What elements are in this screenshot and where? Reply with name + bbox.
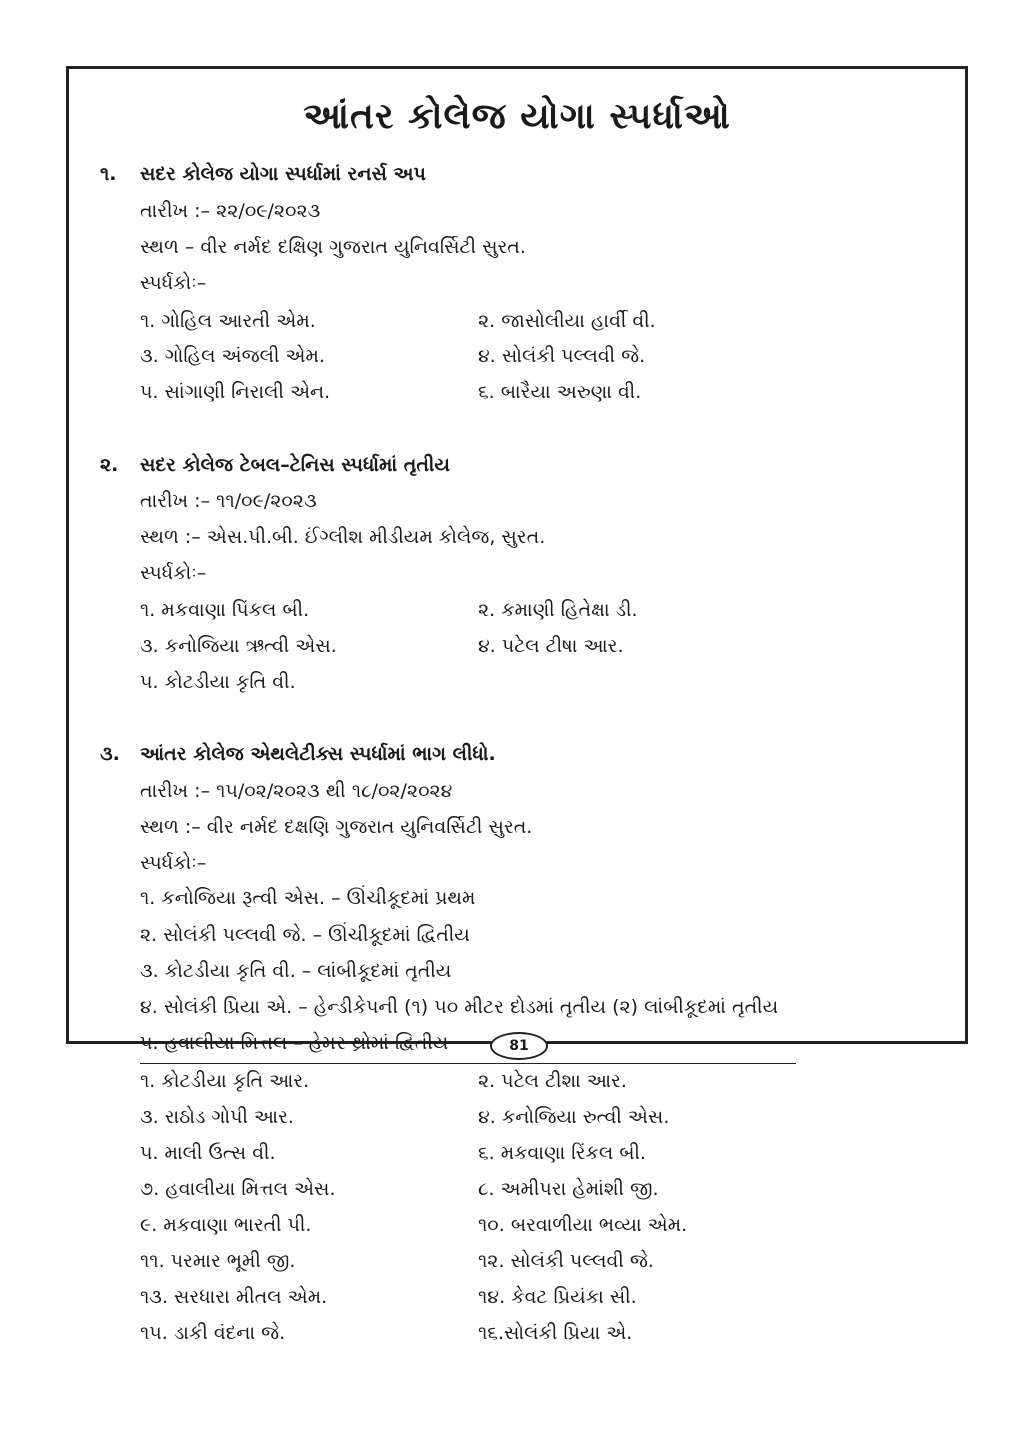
section-title: આંતર કોલેજ એથલેટીક્સ સ્પર્ધામાં ભાગ લીધો. (140, 743, 496, 765)
list-item: ૬. મકવાણા રિંકલ બી. (478, 1142, 646, 1164)
list-item: ૧૬.સોલંકી પ્રિયા એ. (478, 1322, 633, 1344)
list-item: ૫. સાંગાણી નિરાલી એન. (140, 381, 331, 403)
list-item: ૧. મકવાણા પિંકલ બી. (140, 599, 310, 621)
section-number: ૧. (100, 163, 117, 185)
list-item: ૩. ગોહિલ અંજલી એમ. (140, 345, 325, 367)
list-item: ૨. કમાણી હિતેક્ષા ડી. (478, 599, 638, 621)
section-3-place: સ્થળ :– વીર નર્મદ દક્ષણિ ગુજરાત યુનિવર્સિટી સુરત. (140, 816, 533, 838)
list-item: ૫. કોટડીયા કૃતિ વી. (140, 671, 296, 693)
section-1-participants-label: સ્પર્ધકોઃ– (140, 272, 207, 294)
list-item: ૬. બારૈયા અરુણા વી. (478, 381, 642, 403)
list-item: ૧૧. પરમાર ભૂમી જી. (140, 1250, 296, 1272)
section-number: ૩. (100, 743, 120, 765)
list-item: ૪. કનોજિયા રુત્વી એસ. (478, 1106, 670, 1128)
section-3-heading (100, 742, 496, 766)
list-item: ૫. માલી ઉત્સ વી. (140, 1142, 276, 1164)
section-title: સદર કોલેજ યોગા સ્પર્ધામાં રનર્સ અપ (140, 163, 426, 185)
result-item: ૩. કોટડીયા કૃતિ વી. – લાંબીકૂદમાં તૃતીય (140, 960, 452, 982)
list-item: ૧૪. કેવટ પ્રિયંકા સી. (478, 1286, 637, 1308)
list-item: ૧૩. સરધારા મીતલ એમ. (140, 1286, 328, 1308)
list-item: ૩. રાઠોડ ગોપી આર. (140, 1106, 294, 1128)
list-item: ૯. મકવાણા ભારતી પી. (140, 1214, 312, 1236)
section-number: ૨. (100, 454, 119, 476)
section-title: સદર કોલેજ ટેબલ–ટેનિસ સ્પર્ધામાં તૃતીય (140, 454, 450, 476)
list-item: ૩. કનોજિયા ઋત્વી એસ. (140, 635, 337, 657)
divider (140, 1063, 796, 1064)
section-1-date: તારીખ :– ૨૨/૦૯/૨૦૨૩ (140, 200, 321, 222)
section-2-participants-label: સ્પર્ધકોઃ– (140, 562, 207, 584)
page-number: 81 (490, 1032, 548, 1060)
list-item: ૭. હવાલીયા મિત્તલ એસ. (140, 1178, 336, 1200)
page-title: આંતર કોલેજ યોગા સ્પર્ધાઓ (303, 96, 731, 137)
section-3-participants-label: સ્પર્ધકોઃ– (140, 852, 207, 874)
result-item: ૫. હવાલીયા મિત્તલ – હેમર થ્રોમાં દ્વિતીય (140, 1032, 449, 1054)
result-item: ૧. કનોજિયા રૂત્વી એસ. – ઊંચીકૂદમાં પ્રથમ (140, 887, 476, 909)
section-2-date: તારીખ :– ૧૧/૦૯/૨૦૨૩ (140, 490, 317, 512)
section-1-heading (100, 162, 426, 186)
list-item: ૨. પટેલ ટીશા આર. (478, 1070, 627, 1092)
list-item: ૧૦. બરવાળીયા ભવ્યા એમ. (478, 1214, 688, 1236)
list-item: ૪. સોલંકી પલ્લવી જે. (478, 345, 646, 367)
section-2-heading (100, 453, 450, 477)
result-item: ૨. સોલંકી પલ્લવી જે. – ઊંચીકૂદમાં દ્વિતીય (140, 924, 470, 946)
section-1-place: સ્થળ – વીર નર્મદ દક્ષિણ ગુજરાત યુનિવર્સિટી સુરત. (140, 236, 526, 258)
list-item: ૧૨. સોલંકી પલ્લવી જે. (478, 1250, 654, 1272)
list-item: ૧. કોટડીયા કૃતિ આર. (140, 1070, 310, 1092)
result-item: ૪. સોલંકી પ્રિયા એ. – હેન્ડીકેપની (૧) ૫૦ મીટર દોડમાં તૃતીય (૨) લાંબીકૂદમાં તૃતીય (140, 996, 779, 1018)
section-3-date: તારીખ :– ૧૫/૦૨/૨૦૨૩ થી ૧૮/૦૨/૨૦૨૪ (140, 780, 453, 802)
list-item: ૧. ગોહિલ આરતી એમ. (140, 310, 316, 332)
list-item: ૧૫. ડાકી વંદના જે. (140, 1322, 286, 1344)
list-item: ૨. જાસોલીયા હાર્વી વી. (478, 310, 656, 332)
list-item: ૮. અમીપરા હેમાંશી જી. (478, 1178, 659, 1200)
section-2-place: સ્થળ :– એસ.પી.બી. ઈંગ્લીશ મીડીયમ કોલેજ, સુરત. (140, 526, 546, 548)
list-item: ૪. પટેલ ટીષા આર. (478, 635, 624, 657)
